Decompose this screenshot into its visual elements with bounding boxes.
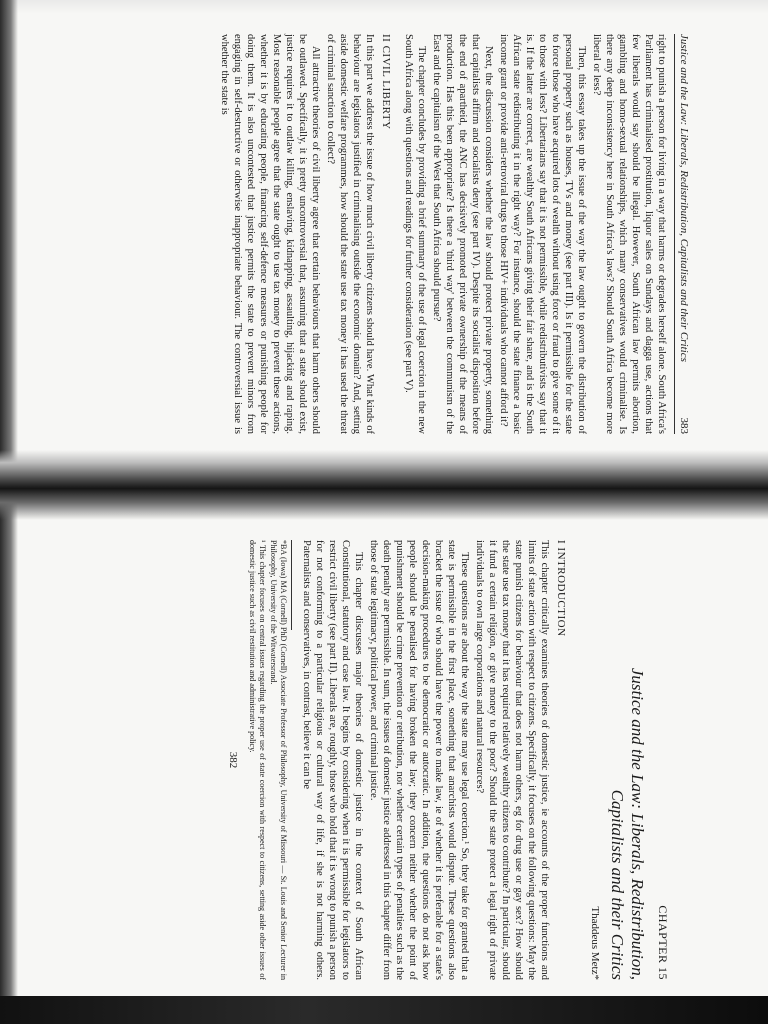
paragraph: The chapter concludes by providing a brief summary of the use of legal coercion in the new South Africa along with questions and readings for further consideration (see part V). — [403, 34, 427, 434]
paragraph: Next, the discussion considers whether the law should protect private property, something that capitalists affirm and socialists deny (see part IV). Despite its socialist disposition before the end of apartheid, the ANC has decisively promoted private ownership of the means of production. Has this been appropriate? Is there a 'third way' between the communism of the East and the capitalism of the West that South Africa should pursue? — [431, 34, 494, 434]
book-spine-shadow — [0, 450, 768, 520]
author: Thaddeus Metz* — [589, 906, 601, 980]
paragraph: This chapter discusses major theories of domestic justice in the context of South African Constitutional, statutory and case law. It begins by considering when it is permissible for legislators to restrict civil liberty (see part II). Liberals are, roughly, those who hold that it is wrong to punish a person for not conforming to a particular religious or cultural way of life, if she is not harming others. Paternalists and conservatives, in contrast, believe it can be — [301, 540, 364, 980]
page-number: 383 — [678, 417, 690, 434]
chapter-title-line: Justice and the Law: Liberals, Redistribution, — [628, 667, 647, 980]
section-heading: II CIVIL LIBERTY — [380, 34, 392, 130]
page-382 — [0, 520, 768, 996]
footnote: ¹ This chapter focuses on central issues regarding the proper use of state coercion with respect to citizens, setting aside other issues of domestic justice such as civil restitution and administrative policy. — [248, 540, 267, 980]
paragraph: Then, this essay takes up the issue of the way the law ought to govern the distribution of personal property such as houses, TVs and money (see part III). Is it permissible for the state to force those who have acquired lots of wealth without using force or fraud to give some of it to those with less? Libertarians say that it is not permissible, while redistributivists say that it is. If the latter are correct, are wealthy South Africans giving their fair share, and is the South African state redistributing it in the right way? For instance, should the state finance a basic income grant or provide anti-retroviral drugs to those HIV+ individuals who cannot afford it? — [498, 34, 587, 434]
running-head-title: Justice and the Law: Liberals, Redistribution, Capitalists and their Critics — [678, 34, 690, 362]
chapter-title-line: Capitalists and their Critics — [608, 789, 627, 980]
paragraph: These questions are about the way the state may use legal coercion.¹ So, they take for granted that a state is permissible in the first place, something that anarchists would dispute. These questions also bracket the issue of who should have the power to make law, ie of whether it is preferable for a state's decision-making procedures to be democratic or autocratic. In addition, the questions do not ask how people should be penalised for having broken the law; they concern neither whether the point of punishment should be crime prevention or retribution, nor whether certain types of penalties such as the death penalty are permissible. In sum, the issues of domestic justice addressed in this chapter differ from those of state legitimacy, political power, and criminal justice. — [368, 540, 470, 980]
chapter-title — [607, 540, 647, 980]
section-heading: I INTRODUCTION — [555, 540, 567, 637]
paragraph: In this part we address the issue of how much civil liberty citizens should have. What kinds of behaviour are legislators justified in criminalising outside the economic domain? And, setting aside domestic welfare programmes, how should the state use tax money it has used the threat of criminal sanction to collect? — [325, 34, 375, 434]
page-383 — [0, 14, 768, 450]
page-382-content — [227, 540, 670, 980]
scan-bottom-edge — [0, 996, 768, 1024]
paragraph: right to punish a person for living in a way that harms or degrades herself alone. South Africa's Parliament has criminalised prostitution, liquor sales on Sundays and dagga use, actions that few liberals would say should be illegal. However, South African law permits abortion, gambling and homo-sexual relationships, which many conservatives would criminalise. Is there any deep inconsistency here in South Africa's laws? Should South Africa become more liberal or less? — [591, 34, 667, 434]
footnote-rule — [291, 540, 292, 630]
paragraph: This chapter critically examines theories of domestic justice, ie accounts of the proper functions and limits of state action with respect to citizens. Specifically, it focuses on the following questions: May the state punish citizens for behaviour that does not harm others, eg for drug use or gay sex? How should the state use tax money that it has required relatively wealthy citizens to contribute? In particular, should it fund a certain religion, or give money to the poor? Should the state protect a legal right of private individuals to own large corporations and natural resources? — [474, 540, 550, 980]
running-head — [674, 34, 690, 434]
footnote: *BA (Iowa) MA (Cornell) PhD (Cornell) Associate Professor of Philosophy, University of Missouri — St. Louis and Senior Lecturer in Philosophy, University of the Witwatersrand. — [269, 540, 288, 980]
paragraph: All attractive theories of civil liberty agree that certain behaviours that harm others should be outlawed. Specifically, it is pretty uncontroversial that, assuming that a state should exist, justice requires it to outlaw killing, enslaving, kidnapping, assaulting, hijacking and raping. Most reasonable people agree that the state ought to use tax money to prevent these actions, whether it is by educating people, financing self-defence measures or punishing people for doing them. It is also uncontested that justice permits the state to prevent minors from engaging in self-destructive or otherwise inappropriate behaviour. The controversial issue is whether the state is — [219, 34, 321, 434]
chapter-label: CHAPTER 15 — [656, 905, 670, 980]
page-number: 382 — [227, 751, 239, 769]
scan-top-edge — [0, 0, 768, 14]
page-383-content — [216, 34, 690, 434]
